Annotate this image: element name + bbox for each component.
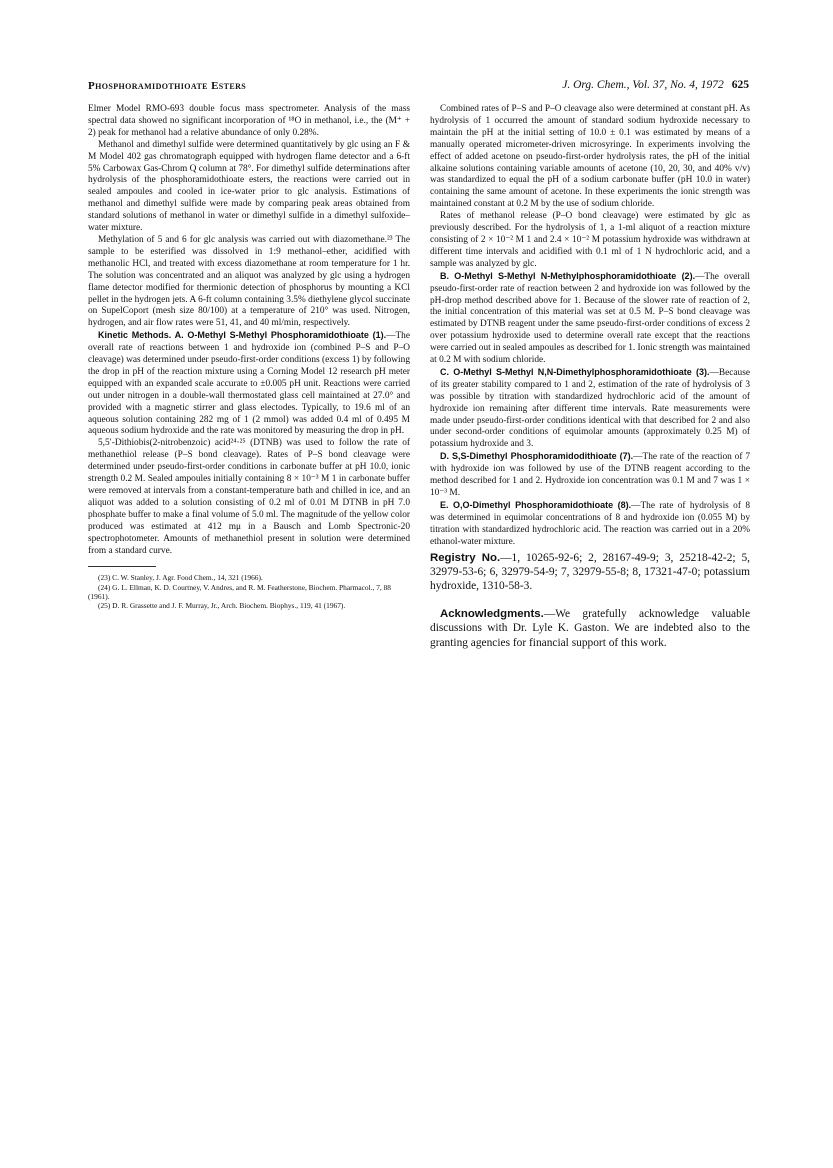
kinetic-d-body: —The rate of the reaction of 7 with hydroxide ion was followed by use of the DTNB reagent according to the method described for 1 and 2. Hydroxide ion concentration was 0.1 M and 7 was 1 × 10⁻³ M. <box>430 452 750 498</box>
ack-body: —We gratefully acknowledge valuable discussions with Dr. Lyle K. Gaston. We are indebted also to the granting agencies for financial support of this work. <box>430 607 750 649</box>
registry-numbers <box>430 551 750 594</box>
paragraph-methylation: Methylation of 5 and 6 for glc analysis was carried out with diazomethane.²³ The sample to be esterified was dissolved in 1:9 methanol–ether, acidified with methanolic HCl, and treated with excess diazomethane at room temperature for 1 hr. The solution was concentrated and an aliquot was analyzed by glc using a hydrogen flame detector modified for thermionic detection of phosphorus by mounting a KCl pellet in the hydrogen jets. A 6-ft column containing 3.5% diethylene glycol succinate on SupelCoport (mesh size 80/100) at a temperature of 210° was used. Nitrogen, hydrogen, and air flow rates were 51, 41, and 40 ml/min, respectively. <box>88 234 410 329</box>
paragraph-glc-methods: Methanol and dimethyl sulfide were determined quantitatively by glc using an F & M Model 402 gas chromatograph equipped with hydrogen flame detector and a 6-ft 5% Carbowax Gas-Chrom Q column at 78°. For dimethyl sulfide determinations after hydrolysis of the phosphoramidothioate esters, the reactions were carried out in sealed ampoules and cooled in ice-water prior to glc analysis. Estimations of methanol and dimethyl sulfide were made by comparing peak areas obtained from standard solutions of methanol in water or dimethyl sulfide in a dimethyl sulfoxide–water mixture. <box>88 139 410 234</box>
kinetic-e-body: —The rate of hydrolysis of 8 was determined in equimolar concentrations of 8 and hydroxide ion (0.055 M) by titration with standardized hydrochloric acid. The reaction was carried out in a 20% ethanol-water mixture. <box>430 500 750 547</box>
footnote-23: (23) C. W. Stanley, J. Agr. Food Chem., 14, 321 (1966). <box>98 573 263 583</box>
kinetic-a-body: —The overall rate of reactions between 1 and hydroxide ion (combined P–S and P–O cleavage) was determined under pseudo-first-order conditions (excess 1) by following the drop in pH of the reaction mixture using a Corning Model 12 research pH meter equipped with an expanded scale accurate to ±0.005 pH unit. Reactions were carried out under nitrogen in a double-wall thermostated glass cell maintained at 27.0° and provided with a magnetic stirrer and glass electodes. Typically, to 19.6 ml of an aqueous solution containing 282 mg of 1 (2 mmol) was added 0.4 ml of 0.495 M aqueous sodium hydroxide and the rate was monitored by measuring the drop in pH. <box>88 331 410 437</box>
registry-body: —1, 10265-92-6; 2, 28167-49-9; 3, 25218-42-2; 5, 32979-53-6; 6, 32979-54-9; 7, 32979-55-8; 8, 17321-47-0; potassium hydroxide, 1310-58-3. <box>430 551 750 593</box>
paragraph-constant-ph: Combined rates of P–S and P–O cleavage also were determined at constant pH. As hydrolysis of 1 occurred the amount of standard sodium hydroxide necessary to maintain the pH at the initial setting of 10.0 ± 0.1 was estimated by means of a manually operated micrometer-driven microsyringe. In experiments involving the effect of added acetone on pseudo-first-order hydrolysis rates, the pH of the initial alkaine solutions containing variable amounts of acetone (10, 20, 30, and 40% v/v) was standardized to equal the pH of a sodium carbonate buffer (pH 10.0 in water) containing the same amount of acetone. In these experiments the ionic strength was maintained constant at 0.2 M by the use of sodium chloride. <box>430 104 750 210</box>
section-heading-kinetic-c: C. O-Methyl S-Methyl N,N-Dimethylphosphoramidothioate (3). <box>440 366 710 377</box>
kinetic-b-body: —The overall pseudo-first-order rate of reaction between 2 and hydroxide ion was followed by the pH-drop method described above for 1. Because of the slower rate of reaction of 2, the initial concentration of this material was set at 0.5 M. P–S bond cleavage was estimated by DTNB reagent under the same pseudo-first-order conditions of excess 2 over potassium hydroxide used to determine overall rate except that the reactions were carried out in sealed ampoules as described for 1. Ionic strength was maintained at 0.2 M with sodium chloride. <box>430 271 750 366</box>
footnote-24: (24) G. L. Ellman, K. D. Courtney, V. Andres, and R. M. Featherstone, Biochem. Pharmacol., 7, 88 (1961). <box>88 582 391 601</box>
acknowledgments <box>430 607 750 650</box>
running-title: Phosphoramidothioate Esters <box>88 80 247 92</box>
kinetic-c-body: —Because of its greater stability compared to 1 and 2, estimation of the rate of hydrolysis of 3 was possible by titration with standardized hydrochloric acid of the amount of hydroxide ion remaining after different time intervals. Rate measurements were made under pseudo-first-order conditions identical with that described for 2 and also under second-order conditions of equimolar amounts (approximately 0.25 M) of potassium hydroxide and 3. <box>430 367 750 450</box>
footnote-divider <box>88 566 156 567</box>
paragraph-methanol-release: Rates of methanol release (P–O bond cleavage) were estimated by glc as previously described. For the hydrolysis of 1, a 1-ml aliquot of a reaction mixture consisting of 2 × 10⁻² M 1 and 2.4 × 10⁻² M potassium hydroxide was withdrawn at different time intervals and acidified with 0.1 ml of 1 N hydrochloric acid, and a sample was analyzed by glc. <box>430 211 750 269</box>
paragraph-kinetic-b <box>430 271 750 367</box>
section-heading-kinetic-b: B. O-Methyl S-Methyl N-Methylphosphoramidothioate (2). <box>440 270 696 281</box>
paragraph-kinetic-d <box>430 451 750 500</box>
paragraph-dtnb: 5,5′-Dithiobis(2-nitrobenzoic) acid²⁴·²⁵ (DTNB) was used to follow the rate of methanethiol release (P–S bond cleavage). Rates of P–S bond cleavage were determined under pseudo-first-order conditions in carbonate buffer at pH 10.0, ionic strength 0.2 M. Sealed ampoules initially containing 8 × 10⁻³ M 1 in carbonate buffer were removed at intervals from a constant-temperature bath and chilled in ice, and an aliquot was added to a solution consisting of 0.2 ml of 0.01 M DTNB in pH 7.0 phosphate buffer to make a final volume of 5.0 ml. The magnitude of the yellow color produced was estimated at 412 mμ in a Bausch and Lomb Spectronic-20 spectrophotometer. Amounts of methanethiol present in solution were determined from a standard curve. <box>88 438 410 556</box>
section-heading-kinetic-a: Kinetic Methods. A. O-Methyl S-Methyl Phosphoramidothioate (1). <box>98 330 387 341</box>
paragraph-mass-spec: Elmer Model RMO-693 double focus mass spectrometer. Analysis of the mass spectral data showed no significant incorporation of ¹⁸O in methanol, i.e., the (M⁺ + 2) peak for methanol had a relative abundance of only 0.28%. <box>88 104 410 138</box>
paragraph-kinetic-c <box>430 367 750 451</box>
registry-heading: Registry No. <box>430 551 501 564</box>
right-column <box>430 104 750 650</box>
journal-header <box>562 79 749 91</box>
paragraph-kinetic-e <box>430 500 750 549</box>
left-column <box>88 104 410 610</box>
footnotes <box>88 573 410 610</box>
section-heading-kinetic-e: E. O,O-Dimethyl Phosphoramidothioate (8). <box>440 499 632 510</box>
page-number: 625 <box>731 79 749 91</box>
section-heading-kinetic-d: D. S,S-Dimethyl Phosphoramidodithioate (7). <box>440 451 634 462</box>
footnote-25: (25) D. R. Grassette and J. F. Murray, Jr., Arch. Biochem. Biophys., 119, 41 (1967). <box>98 601 346 611</box>
journal-citation: J. Org. Chem., Vol. 37, No. 4, 1972 <box>562 79 724 91</box>
paragraph-kinetic-methods-a <box>88 330 410 438</box>
ack-heading: Acknowledgments. <box>440 607 544 620</box>
